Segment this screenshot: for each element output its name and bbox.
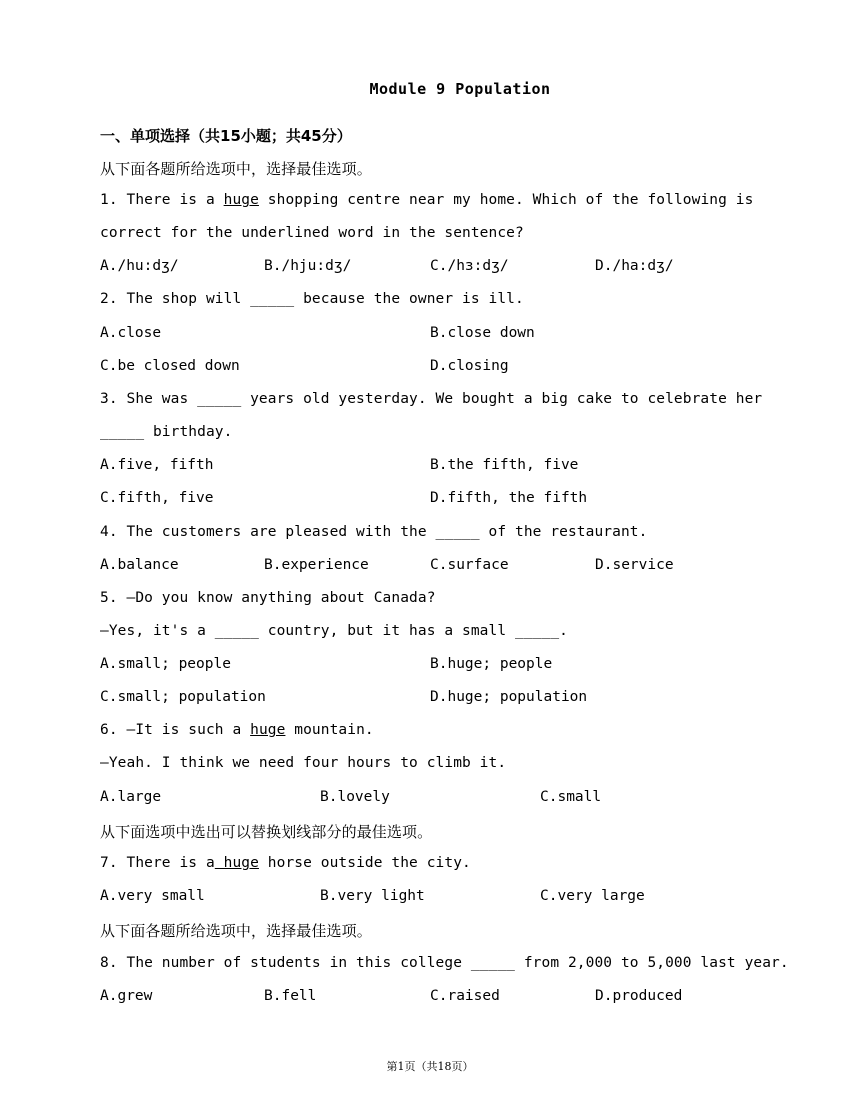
option-c: C.fifth, five — [100, 490, 214, 506]
question-2: 2. The shop will _____ because the owner is ill. — [100, 291, 524, 307]
option-b: B.close down — [430, 325, 535, 341]
option-a: A./hu:dʒ/ — [100, 258, 179, 274]
option-d: D.service — [595, 557, 674, 573]
option-c: C.be closed down — [100, 358, 240, 374]
underlined-word: huge — [223, 192, 259, 208]
question-5-line-1: 5. —Do you know anything about Canada? — [100, 590, 436, 606]
option-c: C.small — [540, 789, 602, 805]
question-3-line-1: 3. She was _____ years old yesterday. We bought a big cake to celebrate her — [100, 391, 763, 407]
option-d: D./ha:dʒ/ — [595, 258, 674, 274]
question-1-line-1: 1. There is a huge shopping centre near my home. Which of the following is — [100, 192, 754, 208]
option-b: B.fell — [264, 988, 317, 1004]
option-c: C./hɜ:dʒ/ — [430, 258, 509, 274]
underlined-word: huge — [250, 722, 286, 738]
option-c: C.raised — [430, 988, 500, 1004]
instruction-text: 从下面各题所给选项中，选择最佳选项。 — [100, 160, 372, 178]
option-a: A.balance — [100, 557, 179, 573]
page-footer: 第1页（共18页） — [386, 1060, 474, 1073]
option-c: C.surface — [430, 557, 509, 573]
instruction-text: 从下面选项中选出可以替换划线部分的最佳选项。 — [100, 823, 433, 841]
option-b: B.experience — [264, 557, 369, 573]
question-8: 8. The number of students in this college _____ from 2,000 to 5,000 last year. — [100, 955, 789, 971]
question-6-line-1: 6. —It is such a huge mountain. — [100, 722, 374, 738]
option-b: B.lovely — [320, 789, 390, 805]
option-a: A.large — [100, 789, 162, 805]
option-b: B.the fifth, five — [430, 457, 579, 473]
option-a: A.grew — [100, 988, 153, 1004]
option-a: A.very small — [100, 888, 205, 904]
option-d: D.closing — [430, 358, 509, 374]
instruction-text: 从下面各题所给选项中，选择最佳选项。 — [100, 922, 372, 940]
question-1-line-2: correct for the underlined word in the sentence? — [100, 225, 524, 241]
option-c: C.small; population — [100, 689, 266, 705]
question-5-line-2: —Yes, it's a _____ country, but it has a small _____. — [100, 623, 568, 639]
option-b: B./hju:dʒ/ — [264, 258, 352, 274]
option-c: C.very large — [540, 888, 645, 904]
option-b: B.very light — [320, 888, 425, 904]
option-a: A.close — [100, 325, 162, 341]
option-a: A.five, fifth — [100, 457, 214, 473]
option-a: A.small; people — [100, 656, 231, 672]
option-d: D.huge; population — [430, 689, 588, 705]
page-title: Module 9 Population — [369, 80, 551, 98]
underlined-word: huge — [214, 855, 259, 871]
option-b: B.huge; people — [430, 656, 553, 672]
question-4: 4. The customers are pleased with the _____ of the restaurant. — [100, 524, 648, 540]
section-heading: 一、单项选择（共15小题；共45分） — [100, 127, 352, 145]
question-6-line-2: —Yeah. I think we need four hours to climb it. — [100, 755, 507, 771]
question-3-line-2: _____ birthday. — [100, 424, 233, 440]
question-7: 7. There is a huge horse outside the city. — [100, 855, 471, 871]
option-d: D.fifth, the fifth — [430, 490, 588, 506]
option-d: D.produced — [595, 988, 683, 1004]
